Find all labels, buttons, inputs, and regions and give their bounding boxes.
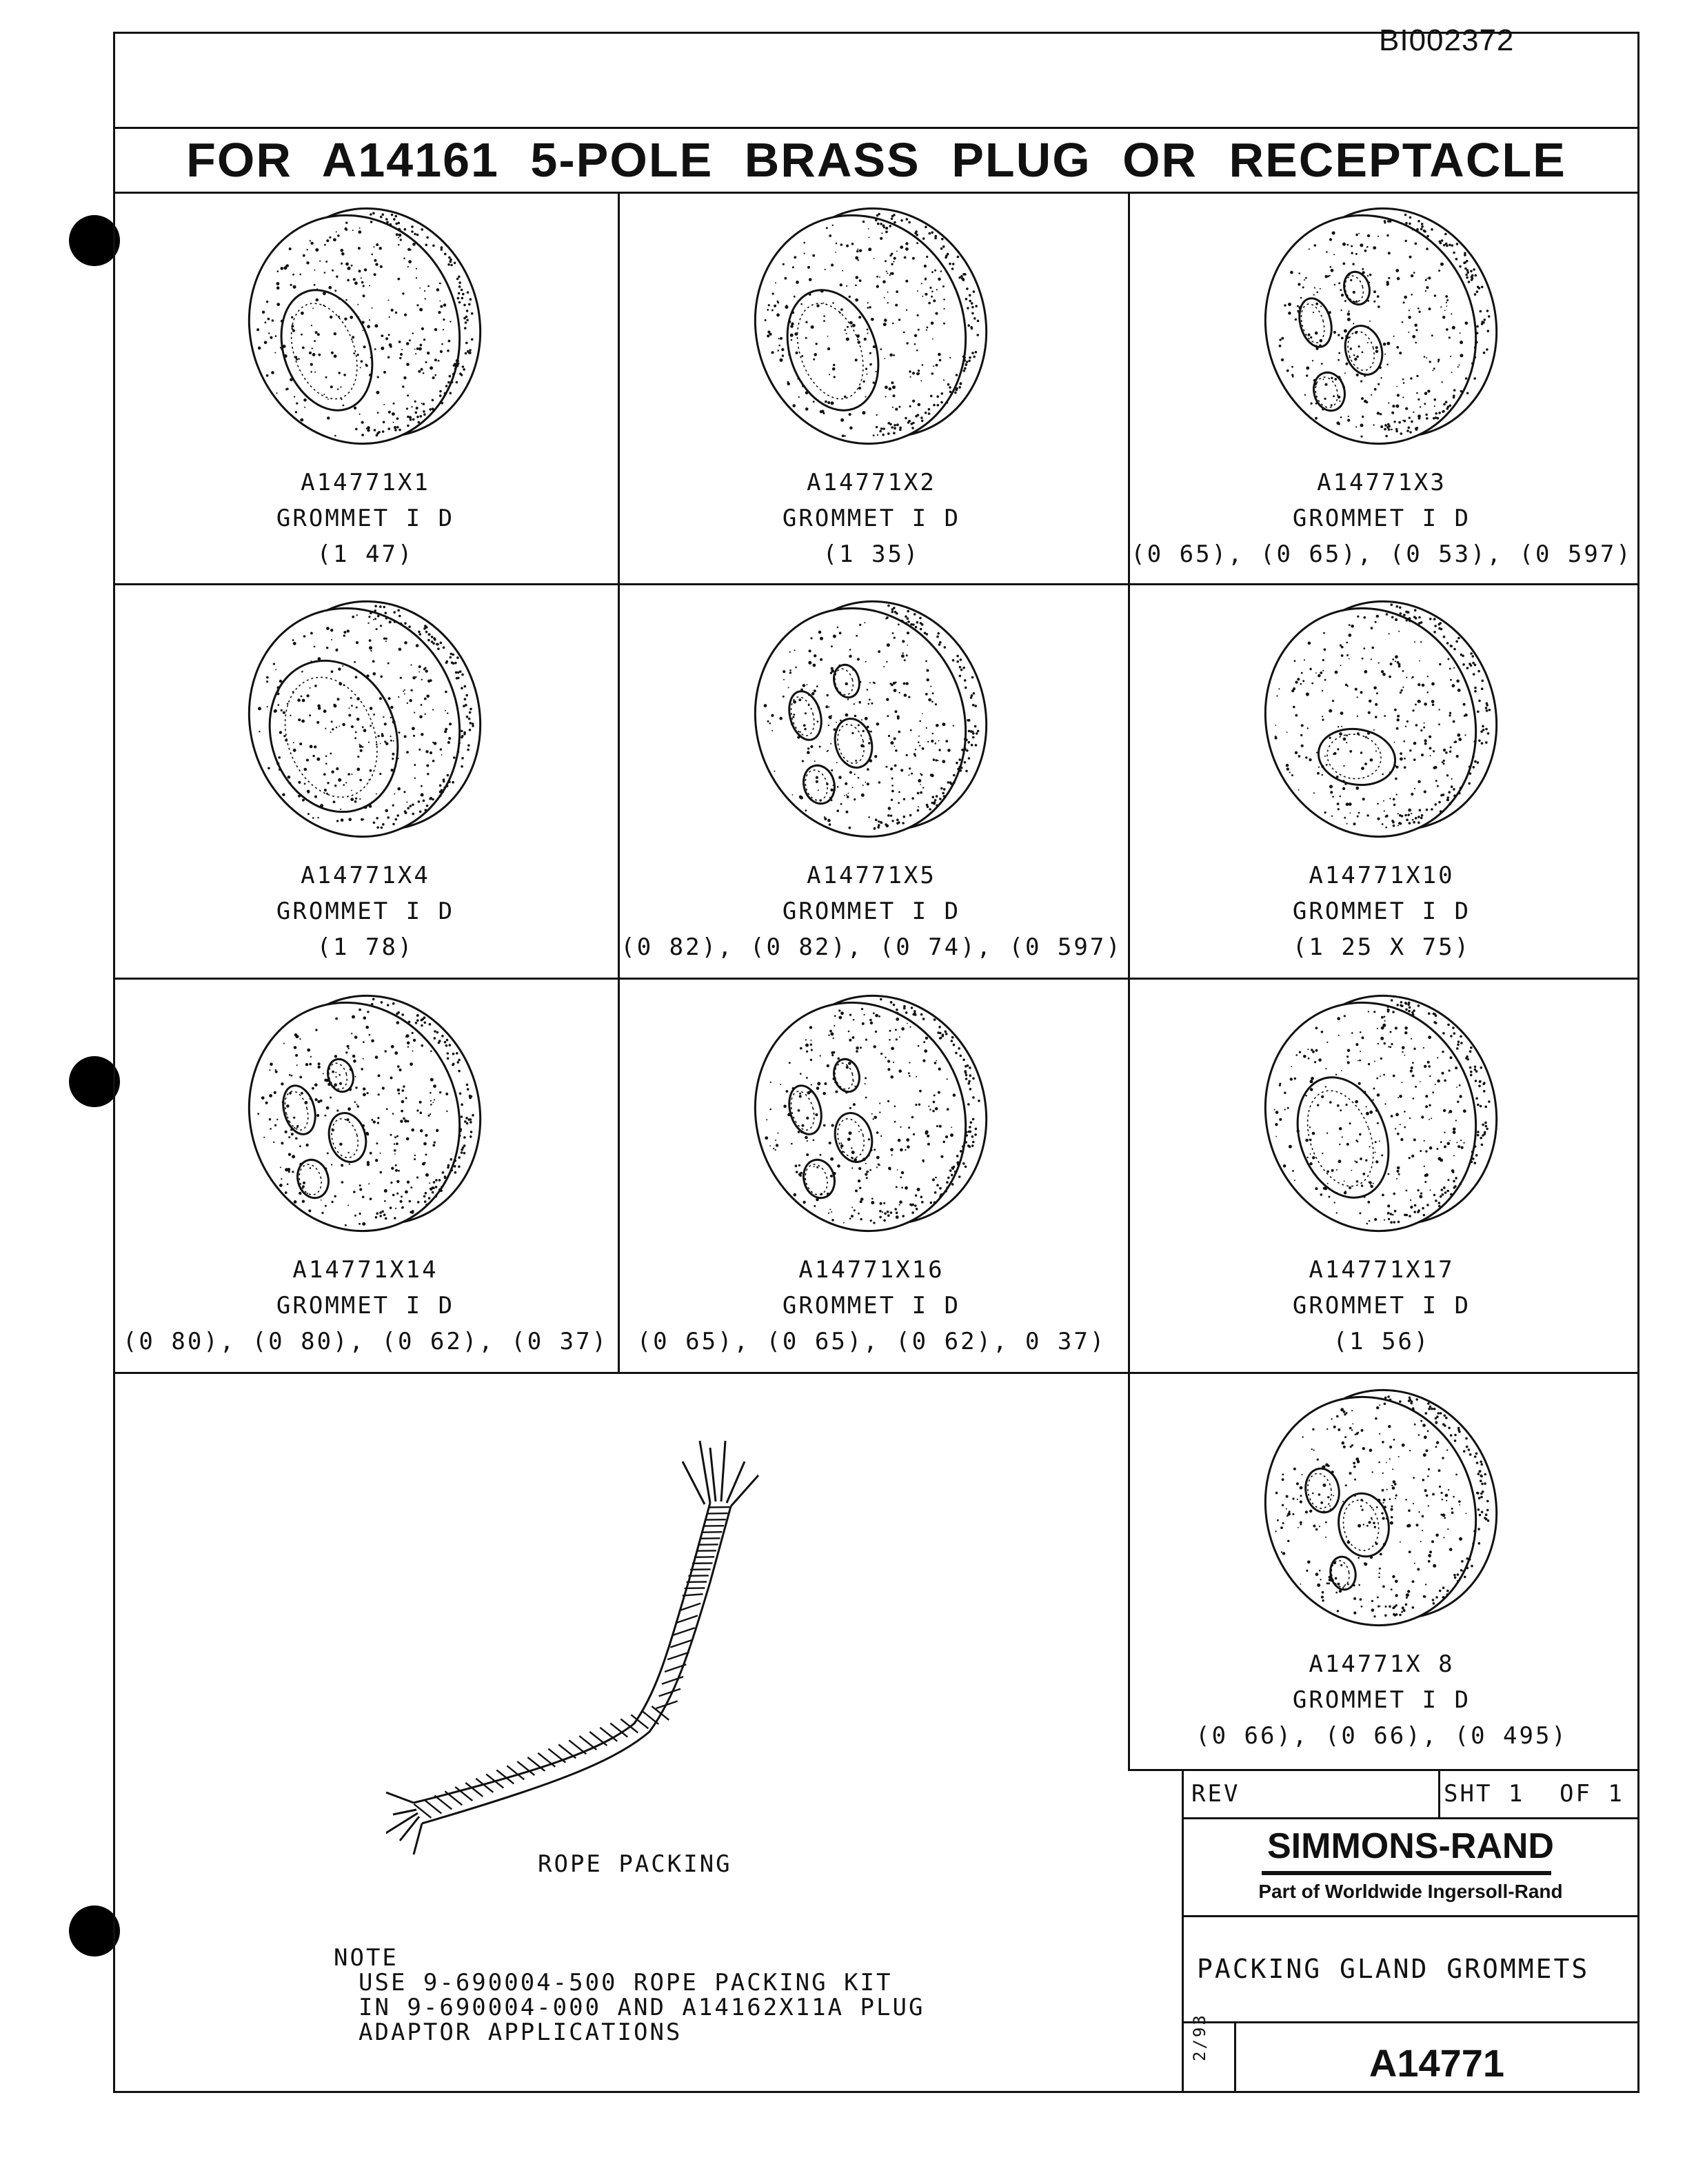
grommet-part-number: A14771X17 bbox=[1309, 1256, 1455, 1284]
note-line: ADAPTOR APPLICATIONS bbox=[359, 2019, 683, 2046]
company-logo: SIMMONS-RAND bbox=[1267, 1826, 1554, 1866]
revision-date: 2/93 bbox=[1190, 2013, 1209, 2061]
rope-packing-drawing bbox=[386, 1420, 800, 1861]
grommet-inner-diameter: (1 47) bbox=[316, 540, 414, 568]
grommet-inner-diameter: (0 66), (0 66), (0 495) bbox=[1195, 1722, 1568, 1750]
grommet-label: GROMMET I D bbox=[782, 1292, 961, 1320]
grommet-part-number: A14771X5 bbox=[807, 862, 936, 889]
grommet-drawing bbox=[1253, 1387, 1515, 1642]
title-block-rule bbox=[1182, 1915, 1639, 1917]
company-logo-underline bbox=[1262, 1871, 1551, 1875]
grommet-label: GROMMET I D bbox=[782, 505, 961, 532]
grommet-drawing bbox=[1253, 993, 1515, 1248]
grommet-cell bbox=[619, 979, 1124, 1372]
grommet-inner-diameter: (0 65), (0 65), (0 62), 0 37) bbox=[636, 1328, 1107, 1355]
grommet-label: GROMMET I D bbox=[276, 505, 455, 532]
grommet-part-number: A14771X2 bbox=[807, 469, 936, 496]
grommet-label: GROMMET I D bbox=[1292, 1686, 1471, 1714]
grommet-label: GROMMET I D bbox=[1292, 1292, 1471, 1320]
grommet-label: GROMMET I D bbox=[276, 1292, 455, 1320]
grommet-inner-diameter: (0 80), (0 80), (0 62), (0 37) bbox=[122, 1328, 609, 1355]
grommet-part-number: A14771X1 bbox=[301, 469, 430, 496]
grommet-inner-diameter: (0 65), (0 65), (0 53), (0 597) bbox=[1131, 540, 1633, 568]
drawing-number: A14771 bbox=[1369, 2041, 1505, 2085]
rope-packing-label: ROPE PACKING bbox=[538, 1850, 732, 1878]
grommet-cell bbox=[1129, 1373, 1634, 1766]
grommet-cell bbox=[113, 192, 618, 585]
grommet-cell bbox=[113, 979, 618, 1372]
grommet-label: GROMMET I D bbox=[276, 898, 455, 925]
grommet-drawing bbox=[237, 598, 499, 853]
grommet-label: GROMMET I D bbox=[1292, 505, 1471, 532]
title-block-rule bbox=[1182, 2021, 1639, 2023]
note-heading: NOTE bbox=[334, 1944, 398, 1972]
grommet-inner-diameter: (1 25 X 75) bbox=[1292, 933, 1471, 961]
punch-hole bbox=[69, 1905, 120, 1957]
grommet-label: GROMMET I D bbox=[782, 898, 961, 925]
punch-hole bbox=[69, 1056, 120, 1107]
grommet-part-number: A14771X4 bbox=[301, 862, 430, 889]
grommet-drawing bbox=[1253, 205, 1515, 461]
grommet-drawing bbox=[1253, 598, 1515, 853]
note-line: USE 9-690004-500 ROPE PACKING KIT bbox=[359, 1969, 893, 1996]
grommet-inner-diameter: (0 82), (0 82), (0 74), (0 597) bbox=[620, 933, 1122, 961]
note-line: IN 9-690004-000 AND A14162X11A PLUG bbox=[359, 1994, 925, 2021]
grommet-drawing bbox=[237, 205, 499, 461]
grommet-part-number: A14771X3 bbox=[1317, 469, 1446, 496]
sheet-of-label: OF 1 bbox=[1560, 1780, 1624, 1808]
title-block-rule bbox=[1182, 1817, 1639, 1819]
grommet-drawing bbox=[743, 205, 1005, 461]
grommet-inner-diameter: (1 78) bbox=[316, 933, 414, 961]
grommet-drawing bbox=[743, 598, 1005, 853]
grommet-cell bbox=[619, 585, 1124, 978]
sheet-title: FOR A14161 5-POLE BRASS PLUG OR RECEPTACLE bbox=[186, 133, 1566, 187]
grommet-cell bbox=[1129, 585, 1634, 978]
punch-hole bbox=[69, 215, 120, 266]
grommet-cell bbox=[1129, 979, 1634, 1372]
grommet-inner-diameter: (1 56) bbox=[1333, 1328, 1431, 1355]
title-band-top-rule bbox=[113, 127, 1639, 129]
sheet-label: SHT 1 bbox=[1444, 1780, 1525, 1808]
grommet-label: GROMMET I D bbox=[1292, 898, 1471, 925]
company-subtitle: Part of Worldwide Ingersoll-Rand bbox=[1258, 1881, 1563, 1902]
drawing-title: PACKING GLAND GROMMETS bbox=[1197, 1954, 1590, 1984]
rev-label: REV bbox=[1191, 1780, 1240, 1808]
grommet-inner-diameter: (1 35) bbox=[823, 540, 920, 568]
title-block-rule bbox=[1438, 1769, 1440, 1817]
grommet-cell bbox=[619, 192, 1124, 585]
grommet-part-number: A14771X10 bbox=[1309, 862, 1455, 889]
grommet-cell bbox=[1129, 192, 1634, 585]
grommet-part-number: A14771X14 bbox=[292, 1256, 438, 1284]
document-number: BI002372 bbox=[1379, 23, 1515, 57]
grommet-cell bbox=[113, 585, 618, 978]
grommet-part-number: A14771X 8 bbox=[1309, 1650, 1455, 1678]
grommet-part-number: A14771X16 bbox=[798, 1256, 945, 1284]
grommet-drawing bbox=[743, 993, 1005, 1248]
grommet-drawing bbox=[237, 993, 499, 1248]
